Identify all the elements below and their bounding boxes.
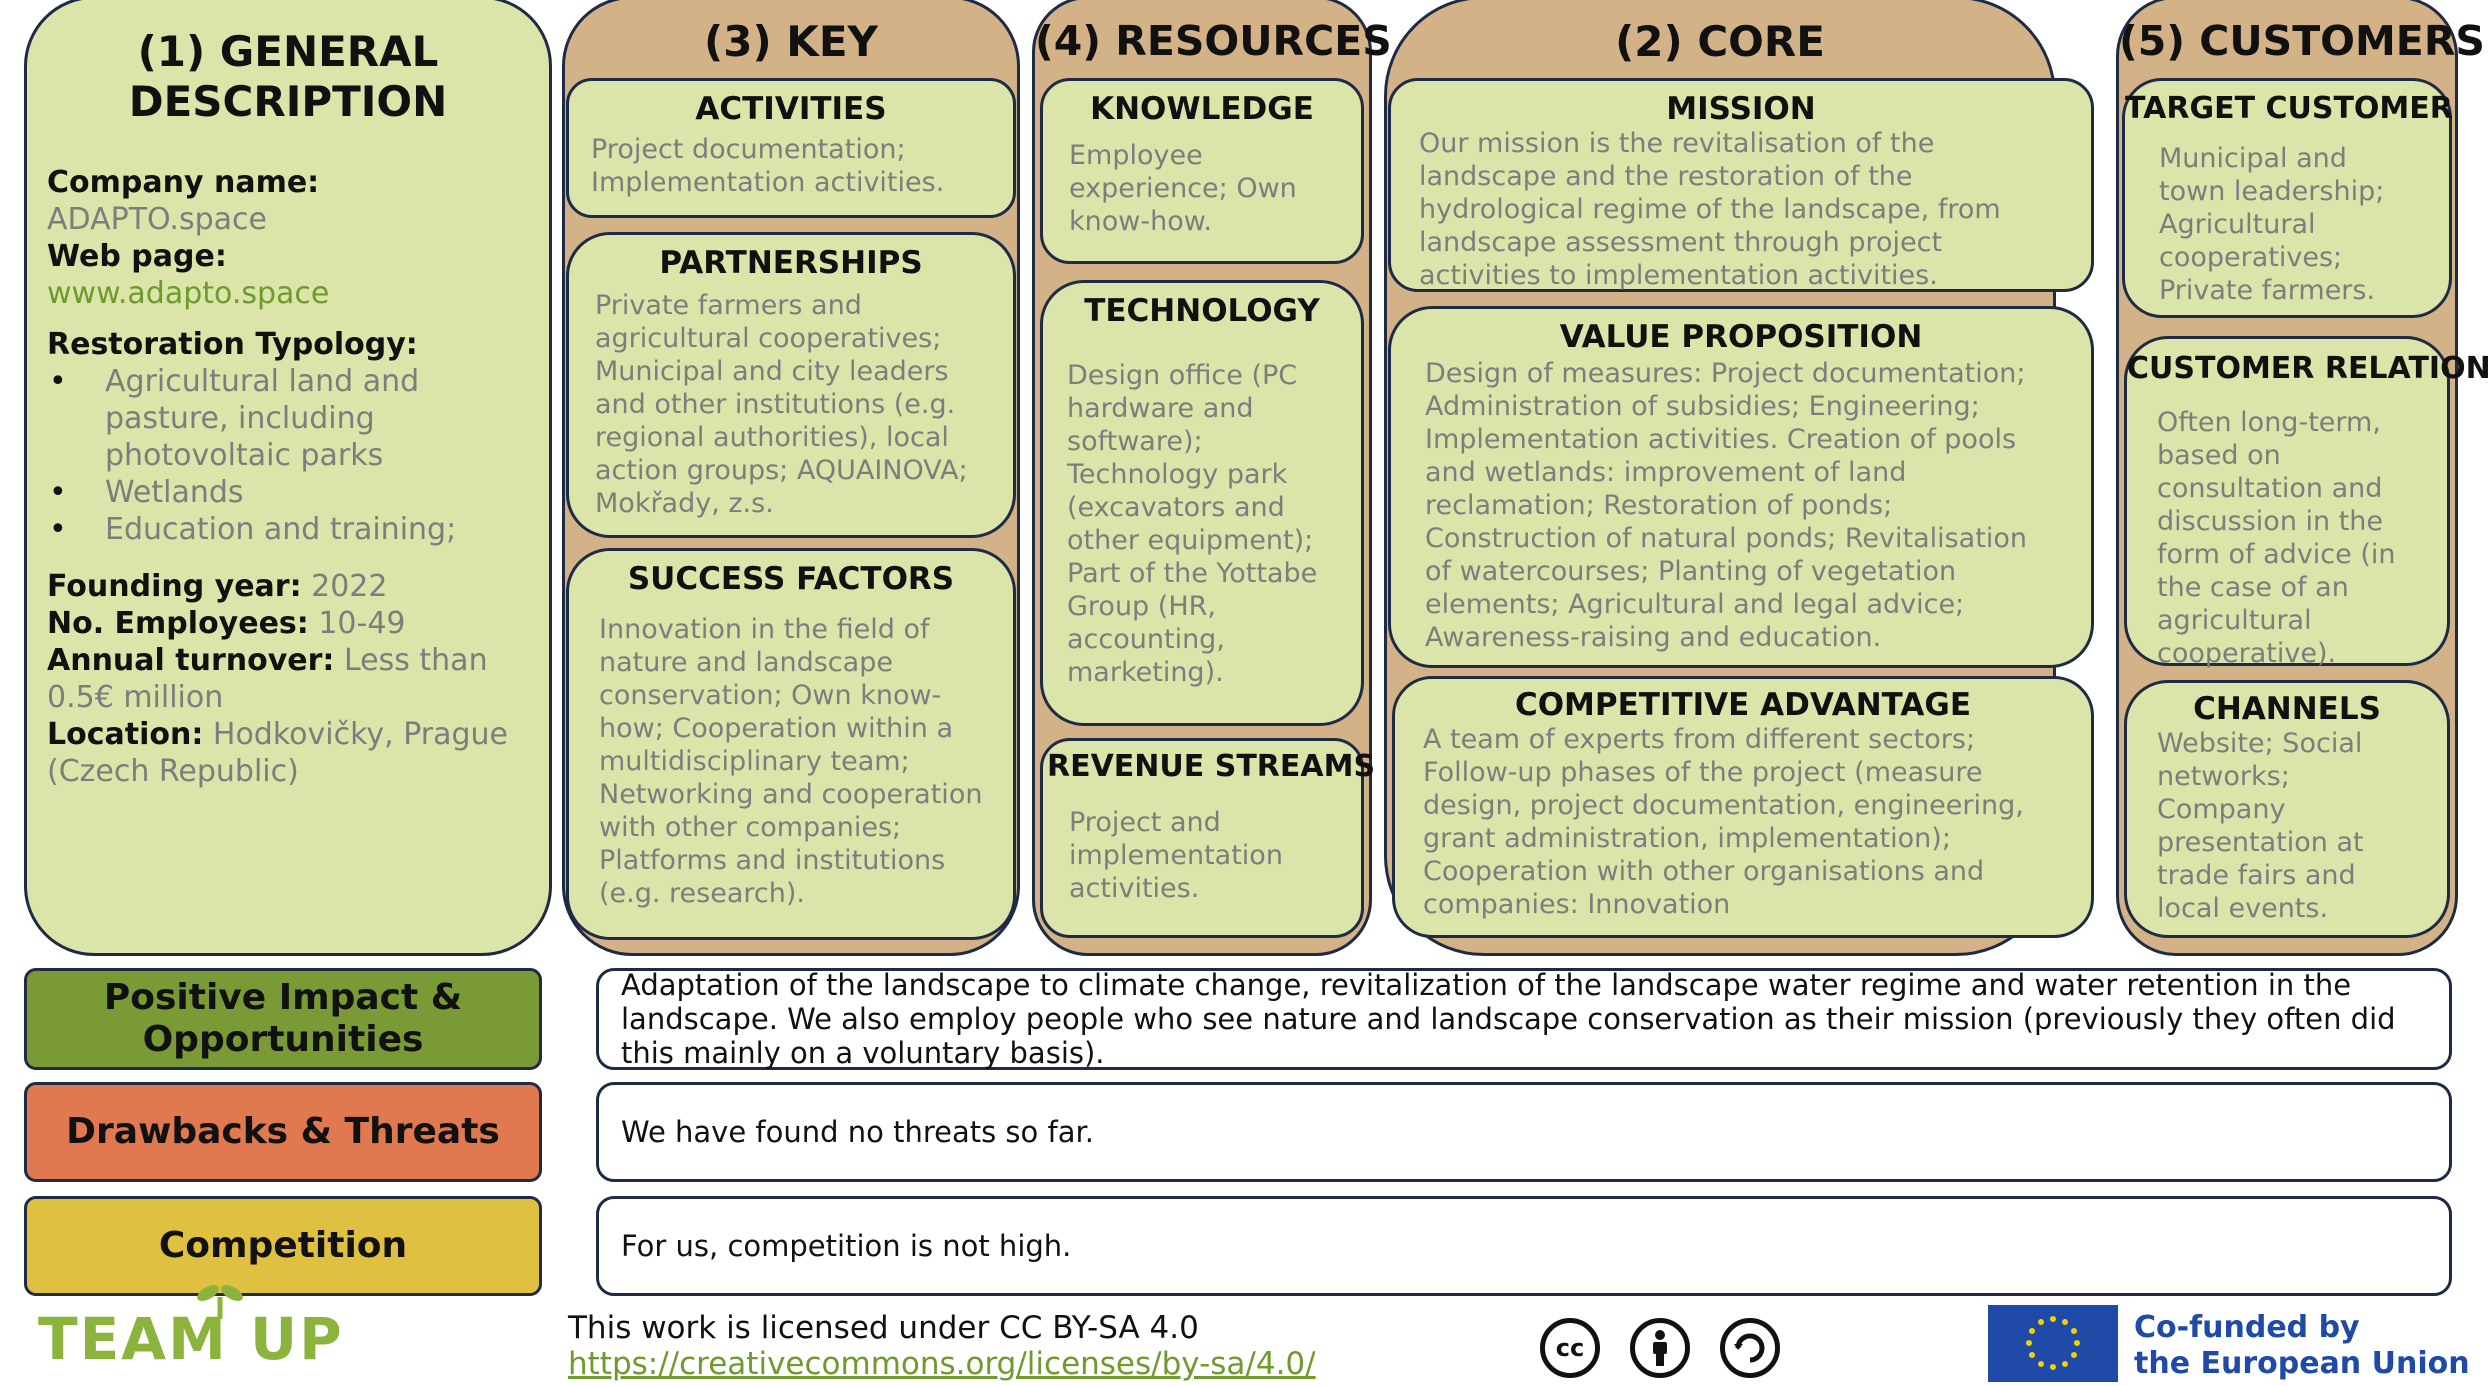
typology-item: • Education and training;	[47, 511, 535, 548]
restoration-typology-label: Restoration Typology:	[47, 327, 418, 362]
customers-channels-text: Website; Social networks; Company presentation at trade fairs and local events.	[2157, 728, 2364, 924]
resources-revenue-title: REVENUE STREAMS	[1047, 749, 1376, 784]
key-activities-text: Project documentation; Implementation activities.	[591, 134, 945, 198]
typology-item: • Wetlands	[47, 474, 535, 511]
key-activities-title: ACTIVITIES	[695, 91, 887, 127]
turnover-value: Less than 0.5€ million	[47, 643, 488, 715]
eu-cofunded-text	[2134, 1310, 2470, 1382]
eu-text-line2: the European Union	[2134, 1346, 2470, 1381]
core-value-proposition-text: Design of measures: Project documentation; Administration of subsidies; Engineering; Implementation activities. Creation of pools and wetlands: improvement of land reclamation; Restoration of ponds; Construction of natural ponds; Revitalisation of watercourses; Planting of vegetation elements; Agricultural and legal advice; Awareness-raising and education.	[1425, 358, 2027, 653]
core-competitive-advantage-text: A team of experts from different sectors; Follow-up phases of the project (measure design, project documentation, engineering, grant administration, implementation); Cooperation with other organisations and companies: Innovation	[1423, 724, 2024, 920]
key-activities-box	[566, 78, 1016, 218]
team-up-logo	[38, 1305, 344, 1373]
turnover-label: Annual turnover:	[47, 643, 335, 678]
core-competitive-advantage-box	[1392, 676, 2094, 938]
web-page-link[interactable]: www.adapto.space	[47, 276, 330, 311]
customers-relation-box	[2124, 336, 2491, 669]
resources-knowledge-title: KNOWLEDGE	[1090, 91, 1314, 127]
core-mission-title: MISSION	[1666, 91, 1816, 127]
positive-impact-text: Adaptation of the landscape to climate change, revitalization of the landscape water regime and water retention in the landscape. We also employ people who see nature and landscape conservation as their mission (previously they often did this mainly on a voluntary basis).	[596, 968, 2452, 1070]
founding-year-value: 2022	[311, 569, 388, 604]
competition-text: For us, competition is not high.	[596, 1196, 2452, 1296]
license-block	[568, 1310, 1316, 1382]
restoration-typology-list	[47, 363, 535, 548]
resources-technology-text: Design office (PC hardware and software); Technology park (excavators and other equipment); Part of the Yottabe Group (HR, accounting, marketing).	[1067, 360, 1318, 688]
drawbacks-label: Drawbacks & Threats	[24, 1082, 542, 1182]
resources-knowledge-text: Employee experience; Own know-how.	[1069, 140, 1297, 237]
key-success-factors-box	[566, 548, 1016, 940]
license-link[interactable]: https://creativecommons.org/licenses/by-sa/4.0/	[568, 1346, 1316, 1382]
company-name-label: Company name:	[47, 165, 320, 200]
key-partnerships-text: Private farmers and agricultural cooperatives; Municipal and city leaders and other institutions (e.g. regional authorities), local action groups; AQUAINOVA; Mokřady, z.s.	[595, 290, 968, 519]
resources-knowledge-box	[1040, 78, 1364, 264]
customers-relation-title: CUSTOMER RELATION	[2127, 351, 2491, 386]
location-label: Location:	[47, 717, 204, 752]
positive-impact-label: Positive Impact & Opportunities	[24, 968, 542, 1070]
key-title: (3) KEY	[704, 17, 878, 66]
resources-technology-title: TECHNOLOGY	[1084, 293, 1320, 329]
resources-revenue-text: Project and implementation activities.	[1069, 807, 1283, 904]
customers-target-box	[2122, 78, 2452, 318]
general-description-title: (1) GENERAL DESCRIPTION	[128, 27, 448, 126]
resources-title: (4) RESOURCES	[1035, 17, 1392, 65]
core-value-proposition-title: VALUE PROPOSITION	[1559, 319, 1923, 355]
key-partnerships-box	[566, 232, 1016, 538]
core-title: (2) CORE	[1615, 17, 1825, 66]
core-value-proposition-box	[1388, 306, 2094, 668]
by-icon	[1630, 1318, 1690, 1378]
competition-label: Competition	[24, 1196, 542, 1296]
customers-title: (5) CUSTOMERS	[2119, 17, 2485, 65]
location-value: Hodkovičky, Prague (Czech Republic)	[47, 717, 509, 789]
core-competitive-advantage-title: COMPETITIVE ADVANTAGE	[1514, 687, 1972, 723]
eu-flag-icon	[1988, 1305, 2118, 1382]
employees-value: 10-49	[318, 606, 406, 641]
customers-channels-title: CHANNELS	[2193, 691, 2381, 727]
eu-text-line1: Co-funded by	[2134, 1310, 2360, 1345]
customers-channels-box	[2124, 680, 2450, 938]
team-up-logo-text: TEAM UP	[38, 1305, 344, 1373]
employees-label: No. Employees:	[47, 606, 309, 641]
founding-year-label: Founding year:	[47, 569, 302, 604]
drawbacks-text: We have found no threats so far.	[596, 1082, 2452, 1182]
customers-relation-text: Often long-term, based on consultation and discussion in the form of advice (in the case of an agricultural cooperative).	[2157, 407, 2396, 669]
customers-target-text: Municipal and town leadership; Agricultural cooperatives; Private farmers.	[2159, 143, 2385, 306]
customers-target-title: TARGET CUSTOMER	[2125, 91, 2453, 126]
resources-technology-box	[1040, 280, 1364, 726]
resources-revenue-box	[1040, 738, 1376, 938]
general-description-panel	[24, 0, 552, 956]
sa-icon	[1720, 1318, 1780, 1378]
sprout-icon	[190, 1279, 250, 1319]
core-mission-box	[1388, 78, 2094, 292]
key-success-factors-title: SUCCESS FACTORS	[627, 561, 955, 597]
core-mission-text: Our mission is the revitalisation of the landscape and the restoration of the hydrological regime of the landscape, from landscape assessment through project activities to implementation activities.	[1419, 128, 2001, 291]
web-page-label: Web page:	[47, 239, 227, 274]
company-name-value: ADAPTO.space	[47, 202, 267, 237]
typology-item: • Agricultural land and pasture, including photovoltaic parks	[47, 363, 535, 474]
license-text: This work is licensed under CC BY-SA 4.0	[568, 1310, 1199, 1346]
key-success-factors-text: Innovation in the field of nature and landscape conservation; Own know-how; Cooperation within a multidisciplinary team; Networking and cooperation with other companies; Platforms and institutions (e.g. research).	[599, 614, 983, 909]
cc-icon: cc	[1540, 1318, 1600, 1378]
key-partnerships-title: PARTNERSHIPS	[659, 245, 923, 281]
